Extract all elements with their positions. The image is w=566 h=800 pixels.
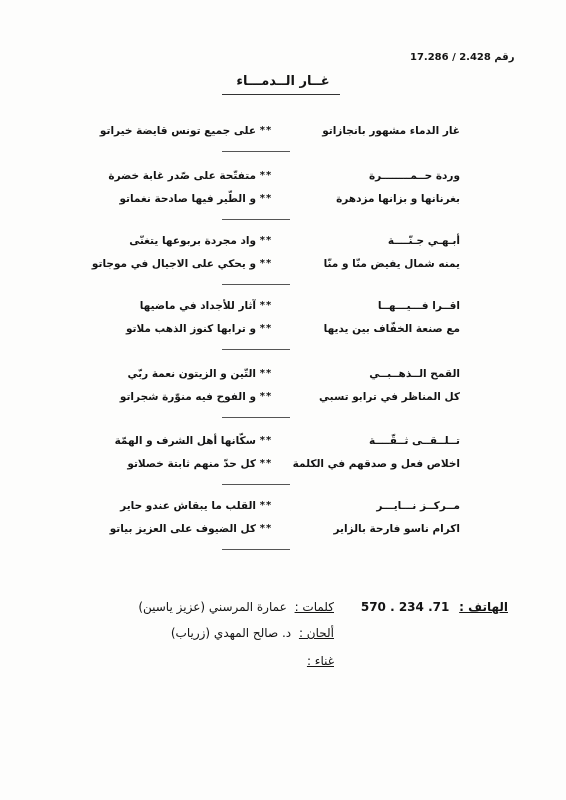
- verse-first-hemistich: يمنه شمال يفيض منّا و منّا: [323, 258, 460, 270]
- verse-second-hemistich: و الفوح فيه منوّرة شجراتو: [119, 391, 256, 403]
- verse-second-hemistich: و ترابها كنوز الذهب ملاتو: [125, 323, 256, 335]
- verse-line: [0, 497, 566, 515]
- verse-line: [0, 255, 566, 273]
- verse-first-hemistich: بغرنانها و بزانها مزدهرة: [336, 193, 460, 205]
- stanza-divider: [222, 284, 290, 285]
- credit-lyrics: [74, 600, 334, 614]
- verse-second-hemistich: التّين و الزيتون نعمة ربّي: [127, 368, 256, 380]
- phone-label: الهاتف :: [459, 600, 508, 614]
- verse-first-hemistich: وردة حــمــــــــرة: [368, 170, 460, 182]
- verse-separator: **: [259, 193, 273, 204]
- credit-label: ألحان :: [298, 626, 334, 640]
- stanza-divider: [222, 417, 290, 418]
- credit-value: د. صالح المهدي (زرياب): [170, 626, 292, 640]
- verse-line: [0, 122, 566, 140]
- credit-composer: [74, 626, 334, 640]
- verse-separator: **: [259, 523, 273, 534]
- credit-label: غناء :: [306, 654, 334, 668]
- stanza-divider: [222, 349, 290, 350]
- verse-line: [0, 320, 566, 338]
- stanza-divider: [222, 151, 290, 152]
- verse-line: [0, 297, 566, 315]
- credit-label: كلمات :: [294, 600, 334, 614]
- verse-second-hemistich: واد مجردة بربوعها يتغنّى: [129, 235, 256, 247]
- verse-first-hemistich: اقــرا فـــيـــهــا: [377, 300, 460, 312]
- verse-line: [0, 167, 566, 185]
- verse-separator: **: [259, 500, 273, 511]
- verse-separator: **: [259, 435, 273, 446]
- verse-separator: **: [259, 368, 273, 379]
- verse-separator: **: [259, 458, 273, 469]
- verse-line: [0, 455, 566, 473]
- title-underline: [222, 94, 340, 95]
- verse-second-hemistich: سكّانها أهل الشرف و الهمّة: [114, 435, 256, 447]
- verse-second-hemistich: كل حدّ منهم ثابتة خصلاتو: [127, 458, 256, 470]
- verse-first-hemistich: اكرام ناسو فارحة بالزاير: [333, 523, 460, 535]
- verse-first-hemistich: مع صنعة الخفّاف بين يديها: [323, 323, 460, 335]
- verse-second-hemistich: و يحكي على الاجيال في موجاتو: [91, 258, 256, 270]
- stanza-divider: [222, 484, 290, 485]
- verse-separator: **: [259, 300, 273, 311]
- verse-first-hemistich: كل المناظر في ترابو تسبي: [319, 391, 460, 403]
- verse-separator: **: [259, 258, 273, 269]
- verse-first-hemistich: مــركــز نـــايـــر: [376, 500, 460, 512]
- verse-second-hemistich: و الطّير فيها صادحة نغماتو: [119, 193, 256, 205]
- verse-line: [0, 388, 566, 406]
- verse-second-hemistich: كل الضيوف على العزيز بياتو: [109, 523, 256, 535]
- verse-line: [0, 365, 566, 383]
- verse-separator: **: [259, 125, 273, 136]
- verse-second-hemistich: على جميع تونس قايضة خيراتو: [99, 125, 256, 137]
- reference-number: رقم 2.428 / 17.286: [410, 52, 515, 63]
- stanza-divider: [222, 219, 290, 220]
- verse-line: [0, 432, 566, 450]
- phone-line: [360, 600, 508, 614]
- verse-first-hemistich: تــلــقــى ثــقّــــة: [369, 435, 460, 447]
- verse-separator: **: [259, 235, 273, 246]
- verse-separator: **: [259, 170, 273, 181]
- verse-second-hemistich: القلب ما يبقاش عندو حاير: [120, 500, 256, 512]
- verse-separator: **: [259, 391, 273, 402]
- verse-first-hemistich: القمح الــذهــبــي: [369, 368, 460, 380]
- song-title: غــار الــدمـــاء: [236, 74, 330, 89]
- verse-separator: **: [259, 323, 273, 334]
- verse-first-hemistich: اخلاص فعل و صدقهم في الكلمة: [292, 458, 460, 470]
- phone-number: 71. 234 . 570: [360, 600, 450, 614]
- credit-singer: [74, 654, 334, 668]
- verse-line: [0, 190, 566, 208]
- credit-value: عمارة المرسني (عزيز ياسين): [138, 600, 287, 614]
- stanza-divider: [222, 549, 290, 550]
- verse-line: [0, 232, 566, 250]
- verse-second-hemistich: متفتّحة على صّدر غابة خضرة: [108, 170, 256, 182]
- verse-first-hemistich: غار الدماء مشهور بانجازاتو: [322, 125, 460, 137]
- verse-first-hemistich: أبـهـي جـنّــــة: [387, 235, 460, 247]
- verse-second-hemistich: آثار للأجداد في ماضيها: [139, 300, 256, 312]
- verse-line: [0, 520, 566, 538]
